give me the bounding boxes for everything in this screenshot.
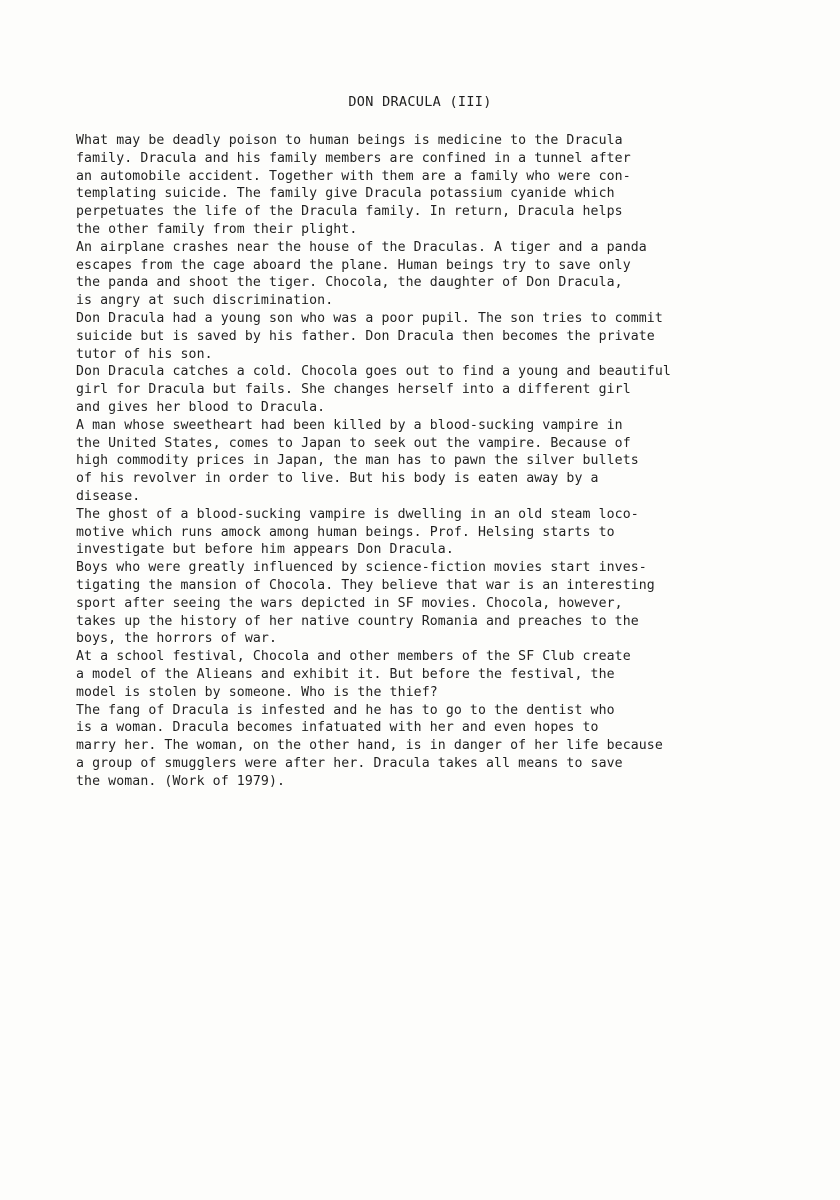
text-line: takes up the history of her native country Romania and preaches to the [76,613,639,629]
text-line: templating suicide. The family give Dracula potassium cyanide which [76,186,615,202]
text-line: motive which runs amock among human beings. Prof. Helsing starts to [76,524,615,540]
text-line: tigating the mansion of Chocola. They believe that war is an interesting [76,577,655,593]
text-line: high commodity prices in Japan, the man has to pawn the silver bullets [76,453,639,469]
text-line: disease. [76,488,141,504]
text-line: an automobile accident. Together with them are a family who were con- [76,168,631,184]
text-line: What may be deadly poison to human beings is medicine to the Dracula [76,133,623,148]
text-line: boys, the horrors of war. [76,631,277,647]
text-line: An airplane crashes near the house of the Draculas. A tiger and a panda [76,239,647,255]
text-line: perpetuates the life of the Dracula family. In return, Dracula helps [76,204,623,220]
text-line: the panda and shoot the tiger. Chocola, the daughter of Don Dracula, [76,275,623,291]
text-line: girl for Dracula but fails. She changes herself into a different girl [76,382,631,398]
text-line: of his revolver in order to live. But his body is eaten away by a [76,471,599,487]
text-line: The ghost of a blood-sucking vampire is dwelling in an old steam loco- [76,506,639,522]
text-line: The fang of Dracula is infested and he has to go to the dentist who [76,702,615,718]
text-line: Boys who were greatly influenced by science-fiction movies start inves- [76,560,647,576]
text-line: the woman. (Work of 1979). [76,773,286,789]
text-line: Don Dracula catches a cold. Chocola goes out to find a young and beautiful [76,364,671,380]
document-title: DON DRACULA (III) [348,94,492,110]
text-line: is a woman. Dracula becomes infatuated with her and even hopes to [76,720,599,736]
text-line: marry her. The woman, on the other hand, is in danger of her life because [76,738,663,754]
text-line: is angry at such discrimination. [76,293,334,309]
text-line: a group of smugglers were after her. Dracula takes all means to save [76,755,623,771]
text-line: a model of the Alieans and exhibit it. But before the festival, the [76,666,615,682]
text-line: At a school festival, Chocola and other members of the SF Club create [76,649,631,665]
text-line: the United States, comes to Japan to seek out the vampire. Because of [76,435,631,451]
text-line: suicide but is saved by his father. Don Dracula then becomes the private [76,328,655,344]
text-line: tutor of his son. [76,346,213,362]
text-line: escapes from the cage aboard the plane. Human beings try to save only [76,257,631,273]
text-line: the other family from their plight. [76,221,358,237]
text-line: investigate but before him appears Don Dracula. [76,542,454,558]
text-line: and gives her blood to Dracula. [76,399,326,415]
text-line: model is stolen by someone. Who is the thief? [76,684,438,700]
text-line: Don Dracula had a young son who was a poor pupil. The son tries to commit [76,310,663,326]
document-body [76,132,776,790]
text-line: A man whose sweetheart had been killed by a blood-sucking vampire in [76,417,623,433]
text-line: sport after seeing the wars depicted in SF movies. Chocola, however, [76,595,623,611]
text-line: family. Dracula and his family members are confined in a tunnel after [76,150,631,166]
